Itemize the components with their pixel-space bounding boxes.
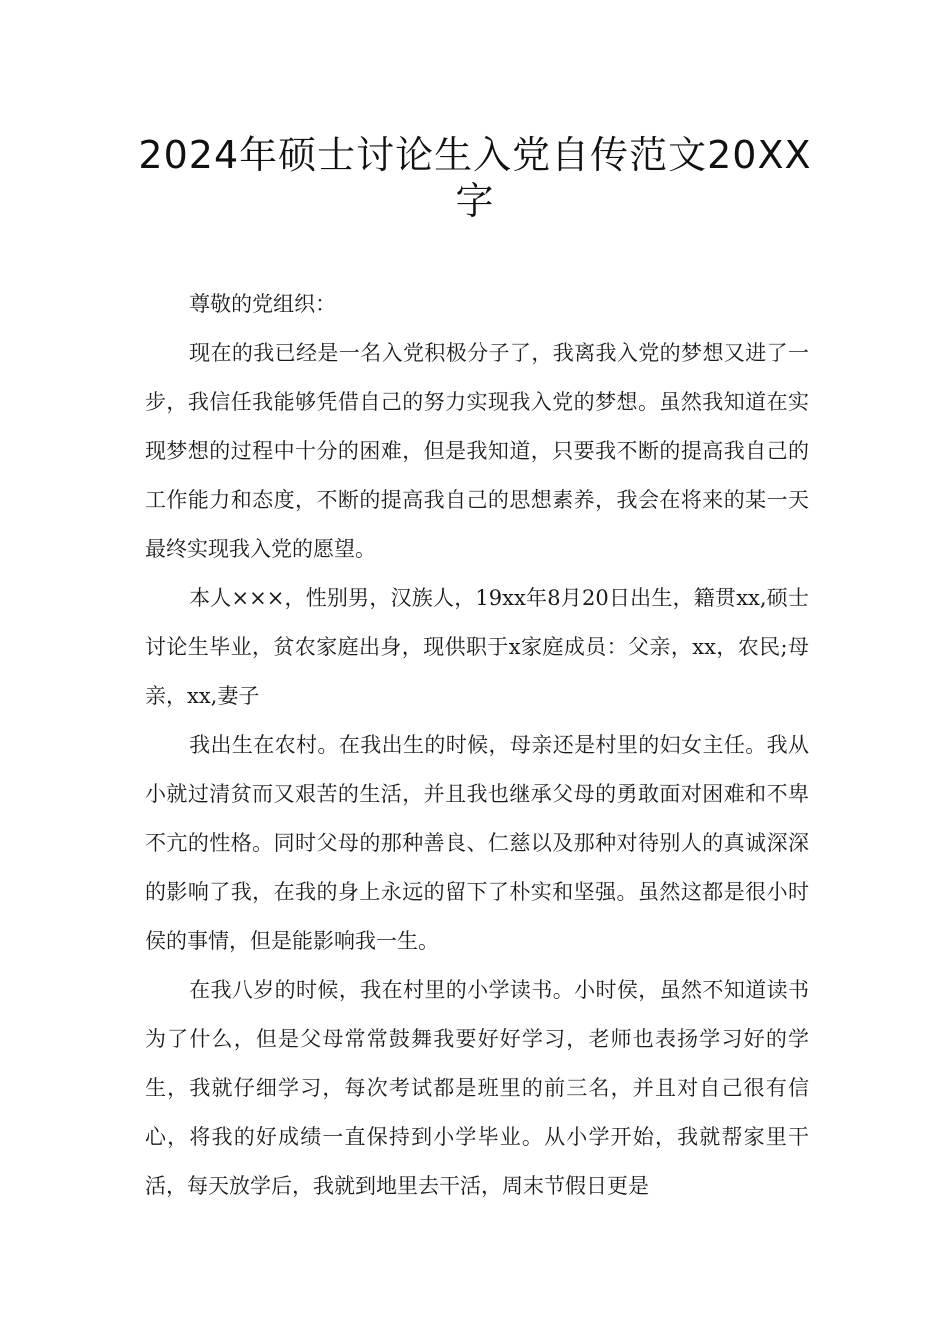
paragraph-personal-info: 本人×××，性别男，汉族人，19xx年8月20日出生，籍贯xx,硕士讨论生毕业，贫农家庭出身，现供职于x家庭成员：父亲，xx，农民;母亲，xx,妻子 [145,586,809,708]
paragraph-salutation: 尊敬的党组织： [189,292,337,316]
paragraph-intro: 现在的我已经是一名入党积极分子了，我离我入党的梦想又进了一步，我信任我能够凭借自己的努力实现我入党的梦想。虽然我知道在实现梦想的过程中十分的困难，但是我知道，只要我不断的提高我自己的工作能力和态度，不断的提高我自己的思想素养，我会在将来的某一天最终实现我入党的愿望。 [145,341,809,561]
document-title: 2024年硕士讨论生入党自传范文20XX字 [138,133,812,223]
paragraph-childhood: 我出生在农村。在我出生的时候，母亲还是村里的妇女主任。我从小就过清贫而又艰苦的生活，并且我也继承父母的勇敢面对困难和不卑不亢的性格。同时父母的那种善良、仁慈以及那种对待别人的真诚深深的影响了我，在我的身上永远的留下了朴实和坚强。虽然这都是很小时侯的事情，但是能影响我一生。 [145,733,809,953]
document-body [145,280,809,1211]
paragraph-school: 在我八岁的时候，我在村里的小学读书。小时侯，虽然不知道读书为了什么，但是父母常常鼓舞我要好好学习，老师也表扬学习好的学生，我就仔细学习，每次考试都是班里的前三名，并且对自己很有信心，将我的好成绩一直保持到小学毕业。从小学开始，我就帮家里干活，每天放学后，我就到地里去干活，周末节假日更是 [145,978,809,1198]
